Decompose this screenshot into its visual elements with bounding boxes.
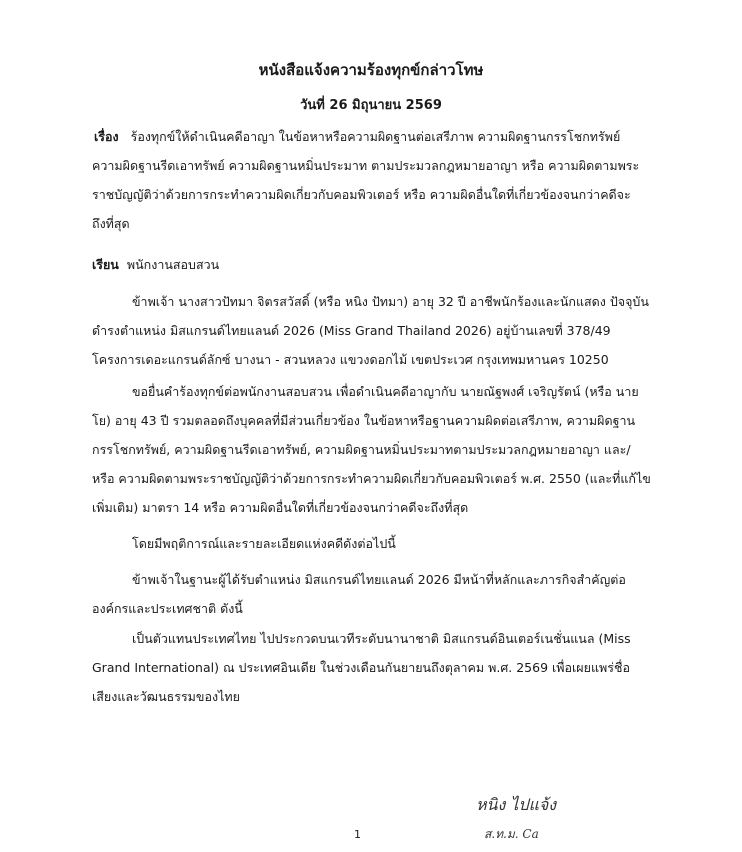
subject-label: เรื่อง (94, 129, 119, 144)
subject-text: ร้องทุกข์ให้ดำเนินคดีอาญา ในข้อหาหรือความผิดฐานต่อเสรีภาพ ความผิดฐานกรรโชกทรัพย์ ความผิดฐานรีดเอาทรัพย์ ความผิดฐานหมิ่นประมาท ตามประมวลกฎหมายอาญา หรือ ความผิดตามพระราชบัญญัติว่าด้วยการกระทำความผิดเกี่ยวกับคอมพิวเตอร์ หรือ ความผิดอื่นใดที่เกี่ยวข้องจนกว่าคดีจะถึงที่สุด (92, 129, 640, 231)
paragraph-representative (92, 624, 652, 711)
recipient-text: พนักงานสอบสวน (126, 257, 220, 272)
recipient-label: เรียน (92, 257, 119, 272)
recipient-block (92, 250, 652, 279)
paragraph-text: เป็นตัวแทนประเทศไทย ไปประกวดบนเวทีระดับนานาชาติ มิสแกรนด์อินเตอร์เนชั่นแนล (Miss Grand International) ณ ประเทศอินเดีย ในช่วงเดือนกันยายนถึงตุลาคม พ.ศ. 2569 เพื่อเผยแพร่ชื่อเสียงและวัฒนธรรมของไทย (92, 631, 631, 704)
signature-line-1: หนิง ไปแจ้ง (476, 795, 557, 814)
paragraph-details-intro (92, 529, 652, 558)
subject-block (92, 122, 652, 238)
document-date: วันที่ 26 มิถุนายน 2569 (300, 98, 442, 113)
document-title: หนังสือแจ้งความร้องทุกข์กล่าวโทษ (258, 61, 484, 79)
paragraph-complainant (92, 287, 652, 374)
paragraph-text: ข้าพเจ้าในฐานะผู้ได้รับตำแหน่ง มิสแกรนด์ไทยแลนด์ 2026 มีหน้าที่หลักและภารกิจสำคัญต่อองค์กรและประเทศชาติ ดังนี้ (92, 572, 626, 616)
paragraph-duties (92, 565, 652, 623)
handwritten-signature (470, 788, 610, 848)
page-number: 1 (354, 828, 361, 841)
paragraph-text: โดยมีพฤติการณ์และรายละเอียดแห่งคดีดังต่อไปนี้ (132, 536, 396, 551)
paragraph-text: ขอยื่นคำร้องทุกข์ต่อพนักงานสอบสวน เพื่อดำเนินคดีอาญากับ นายณัฐพงศ์ เจริญรัตน์ (หรือ นายโย) อายุ 43 ปี รวมตลอดถึงบุคคลที่มีส่วนเกี่ยวข้อง ในข้อหาหรือฐานความผิดต่อเสรีภาพ, ความผิดฐานกรรโชกทรัพย์, ความผิดฐานรีดเอาทรัพย์, ความผิดฐานหมิ่นประมาทตามประมวลกฎหมายอาญา และ/หรือ ความผิดตามพระราชบัญญัติว่าด้วยการกระทำความผิดเกี่ยวกับคอมพิวเตอร์ พ.ศ. 2550 (และที่แก้ไขเพิ่มเติม) มาตรา 14 หรือ ความผิดอื่นใดที่เกี่ยวข้องจนกว่าคดีจะถึงที่สุด (92, 384, 651, 515)
paragraph-complaint (92, 377, 652, 522)
signature-line-2: ส.ท.ม. Ca (484, 827, 539, 841)
paragraph-text: ข้าพเจ้า นางสาวปัทมา จิตรสวัสดิ์ (หรือ หนิง ปัทมา) อายุ 32 ปี อาชีพนักร้องและนักแสดง ปัจจุบันดำรงตำแหน่ง มิสแกรนด์ไทยแลนด์ 2026 (Miss Grand Thailand 2026) อยู่บ้านเลขที่ 378/49 โครงการเดอะแกรนด์ลักซ์ บางนา - สวนหลวง แขวงดอกไม้ เขตประเวศ กรุงเทพมหานคร 10250 (92, 294, 649, 367)
